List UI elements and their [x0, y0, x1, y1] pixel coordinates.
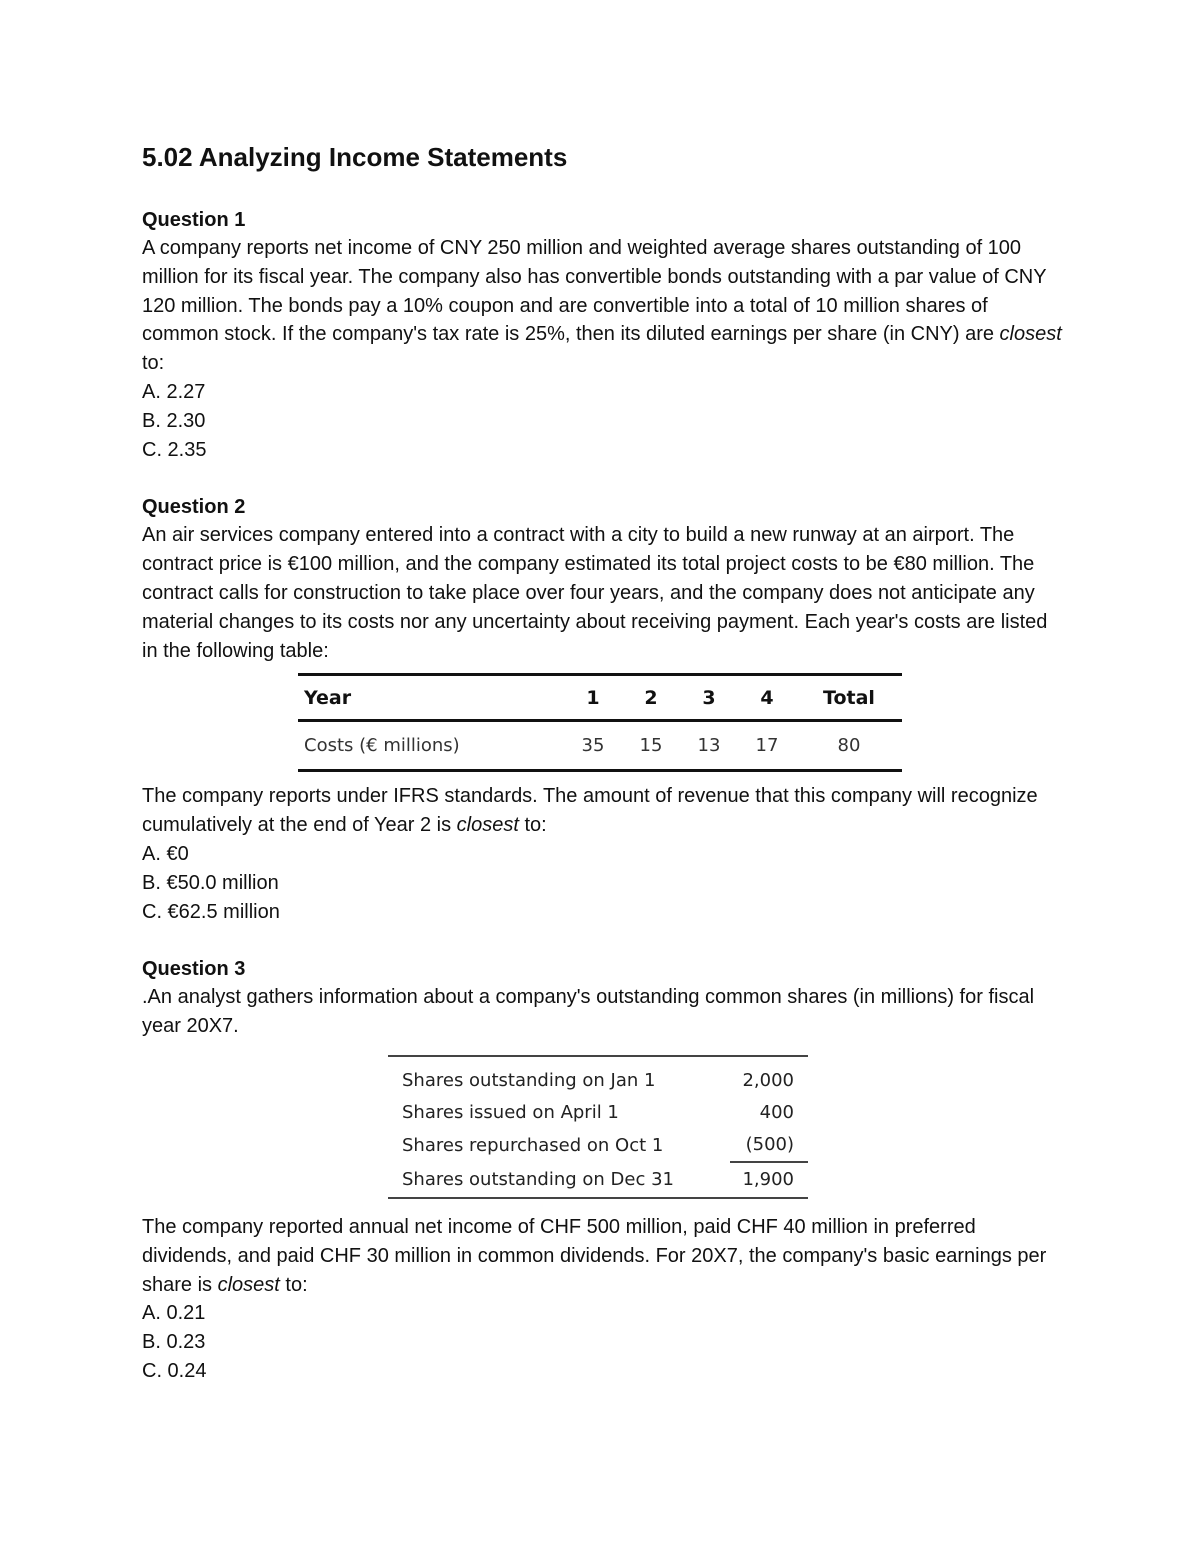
table-cell: 17 [755, 735, 779, 757]
answer-option: A. 0.21 [142, 1302, 206, 1325]
question-intro: An air services company entered into a contract with a city to build a new runway at an airport. The contract price is €100 million, and the company estimated its total project costs to be €80 million. The contract calls for construction to take place over four years, and the company does not anticipate any material changes to its costs nor any uncertainty about receiving payment. Each year's costs are listed in the following table: [142, 524, 1048, 662]
shares-outstanding-table [388, 1055, 808, 1199]
table-cell: Shares outstanding on Dec 31 [402, 1168, 674, 1190]
table-cell: 80 [837, 735, 861, 757]
question-heading: Question 1 [142, 209, 246, 231]
document-content [142, 140, 1062, 1386]
emphasis: closest [999, 323, 1062, 346]
table-row [388, 1056, 808, 1097]
answer-option: C. 0.24 [142, 1359, 207, 1382]
answer-option: B. 2.30 [142, 409, 206, 432]
answer-option: B. 0.23 [142, 1331, 206, 1354]
table-header-cell: Total [823, 686, 875, 709]
table-row [388, 1129, 808, 1162]
question-2 [142, 493, 1062, 926]
table-header-cell: 2 [644, 686, 658, 709]
table-header-cell: 3 [702, 686, 716, 709]
question-3 [142, 955, 1062, 1385]
answer-option: A. 2.27 [142, 380, 206, 403]
page-title: 5.02 Analyzing Income Statements [142, 142, 568, 172]
answer-option: C. €62.5 million [142, 900, 280, 923]
question-heading: Question 3 [142, 958, 246, 981]
project-costs-table [298, 673, 902, 772]
table-cell: Costs (€ millions) [304, 735, 460, 757]
table-cell: Shares issued on April 1 [402, 1102, 619, 1124]
answer-option: A. €0 [142, 842, 189, 865]
table-header-cell: Year [304, 686, 352, 709]
question-heading: Question 2 [142, 496, 246, 519]
question-1 [142, 206, 1062, 464]
emphasis: closest [456, 814, 519, 837]
table-cell: Shares outstanding on Jan 1 [402, 1070, 656, 1092]
table-cell: (500) [745, 1134, 794, 1156]
table-row [388, 1162, 808, 1198]
table-header-cell: 4 [760, 686, 774, 709]
question-text: A company reports net income of CNY 250 million and weighted average shares outstanding of 100 million for its fiscal year. The company also has convertible bonds outstanding with a par value of CNY 120 million. The bonds pay a 10% coupon and are convertible into a total of 10 million shares of common stock. If the company's tax rate is 25%, then its diluted earnings per share (in CNY) are closest to: [142, 237, 1062, 375]
table-row [298, 721, 902, 771]
table-cell: 15 [639, 735, 663, 757]
question-text: The company reports under IFRS standards. The amount of revenue that this company will recognize cumulatively at the end of Year 2 is closest to: [142, 785, 1038, 837]
table-header-row [298, 675, 902, 721]
table-cell: 35 [581, 735, 605, 757]
table-cell: Shares repurchased on Oct 1 [402, 1134, 664, 1156]
answer-option: B. €50.0 million [142, 871, 279, 894]
question-text: The company reported annual net income of CHF 500 million, paid CHF 40 million in preferred dividends, and paid CHF 30 million in common dividends. For 20X7, the company's basic earnings per share is closest to: [142, 1215, 1047, 1296]
emphasis: closest [217, 1273, 280, 1296]
answer-option: C. 2.35 [142, 438, 207, 461]
table-cell: 1,900 [730, 1162, 808, 1198]
table-cell: 2,000 [742, 1070, 794, 1092]
question-intro: .An analyst gathers information about a company's outstanding common shares (in millions) for fiscal year 20X7. [142, 986, 1035, 1038]
table-header-cell: 1 [586, 686, 600, 709]
table-cell: 400 [759, 1102, 794, 1124]
table-cell: 13 [697, 735, 721, 757]
table-row [388, 1097, 808, 1129]
